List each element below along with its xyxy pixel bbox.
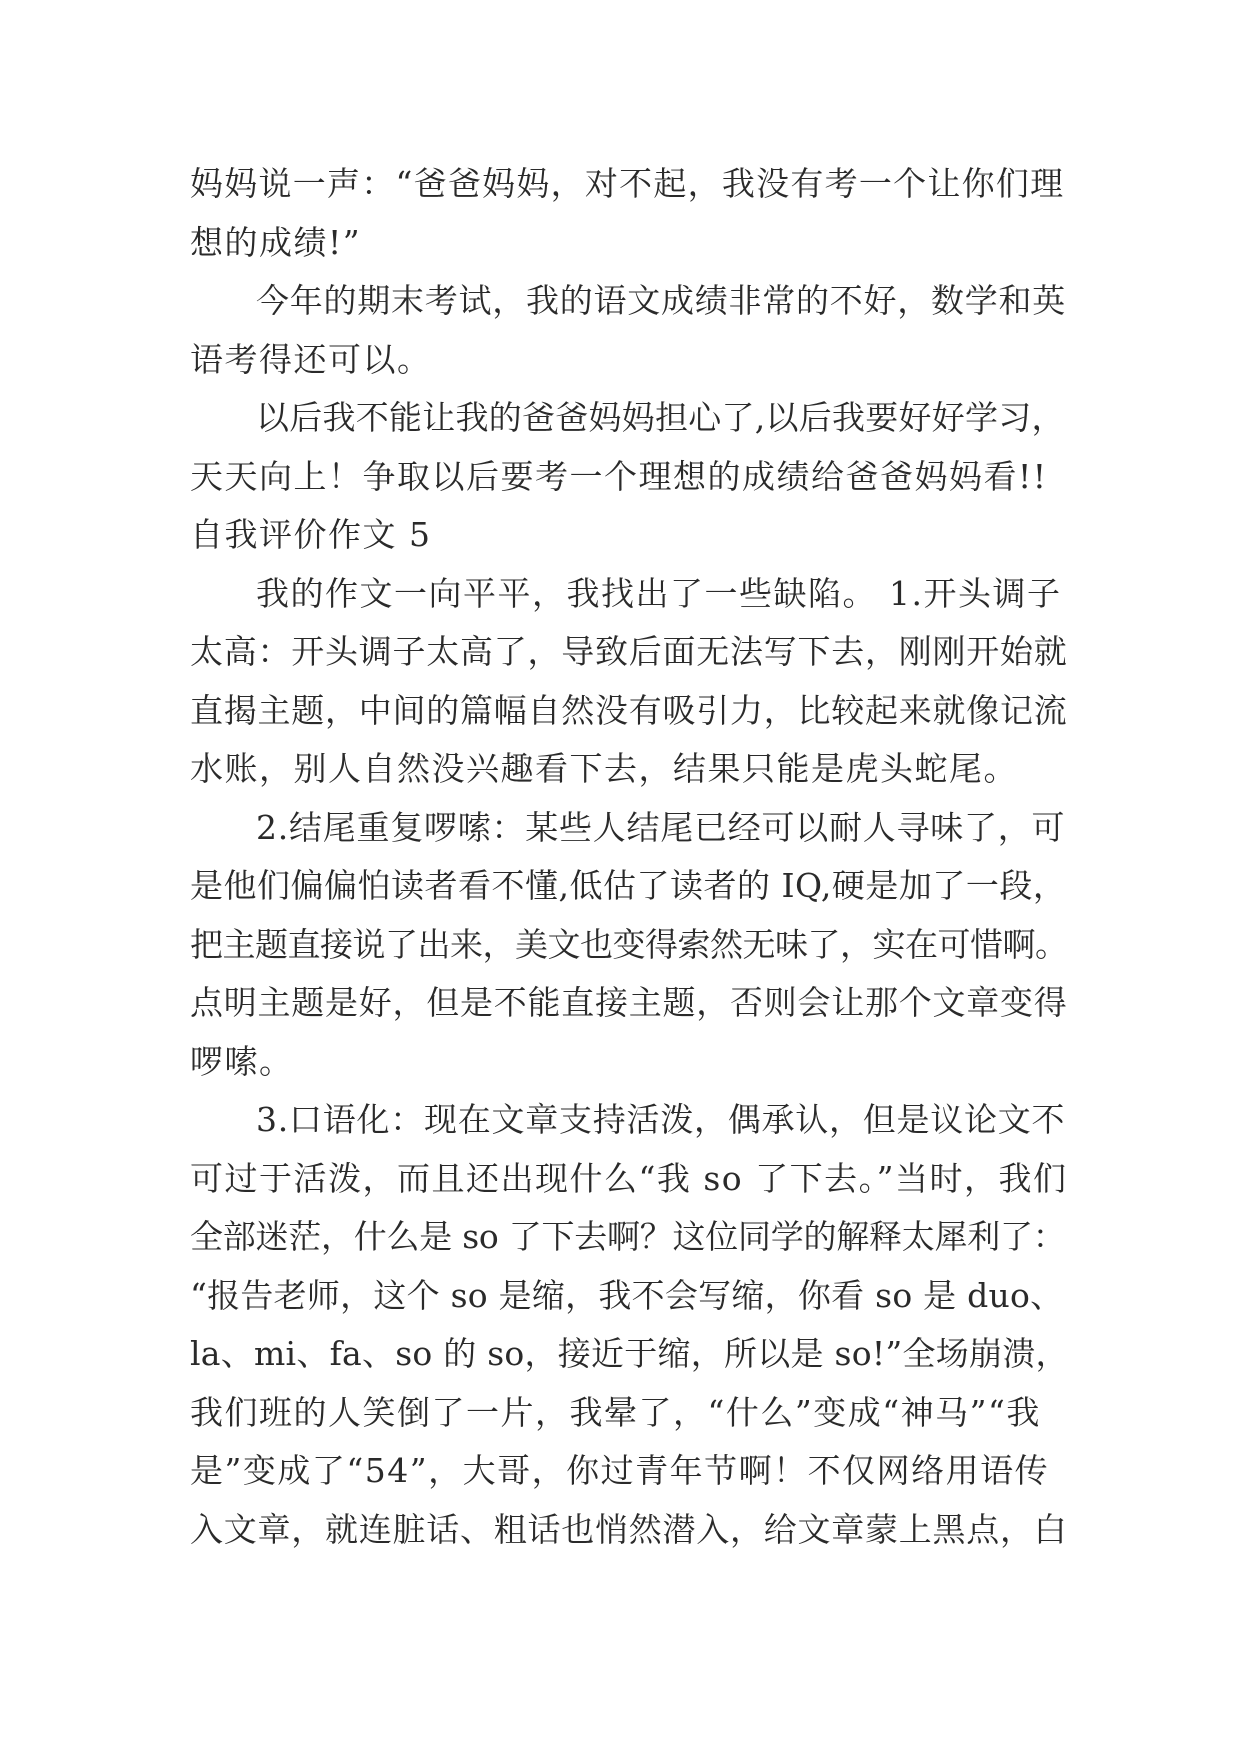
text-line: “报告老师，这个 so 是缩，我不会写缩，你看 so 是 duo、 [190,1275,1064,1315]
text-line: 全部迷茫，什么是 so 了下去啊？这位同学的解释太犀利了： [190,1217,1066,1256]
text-line: 3.口语化：现在文章支持活泼，偶承认，但是议论文不 [256,1100,1066,1139]
text-line: 可过于活泼，而且还出现什么“我 so 了下去。”当时，我们 [190,1158,1068,1198]
document-body [190,155,1069,1559]
text-line: 太高：开头调子太高了，导致后面无法写下去，刚刚开始就 [190,632,1068,671]
text-line: 我们班的人笑倒了一片，我晕了，“什么”变成“神马”“我 [190,1392,1041,1432]
text-line: 入文章，就连脏话、粗话也悄然潜入，给文章蒙上黑点，白 [190,1509,1068,1549]
text-line: la、mi、fa、so 的 so，接近于缩，所以是 so!”全场崩溃， [190,1334,1069,1373]
text-line: 是他们偏偏怕读者看不懂,低估了读者的 IQ,硬是加了一段， [190,866,1067,905]
text-line: 自我评价作文 5 [190,515,432,554]
text-line: 2.结尾重复啰嗦：某些人结尾已经可以耐人寻味了，可 [256,807,1066,847]
text-line: 我的作文一向平平，我找出了一些缺陷。 1.开头调子 [256,573,1062,613]
text-line: 把主题直接说了出来，美文也变得索然无味了，实在可惜啊。 [190,924,1068,964]
text-line: 以后我不能让我的爸爸妈妈担心了,以后我要好好学习， [256,398,1065,437]
text-line: 语考得还可以。 [190,339,432,379]
text-line: 直揭主题，中间的篇幅自然没有吸引力，比较起来就像记流 [190,690,1068,730]
text-line: 今年的期末考试，我的语文成绩非常的不好，数学和英 [256,281,1066,320]
text-line: 妈妈说一声：“爸爸妈妈，对不起，我没有考一个让你们理 [190,164,1065,203]
text-line: 啰嗦。 [190,1041,294,1081]
text-line: 水账，别人自然没兴趣看下去，结果只能是虎头蛇尾。 [190,749,1018,788]
text-line: 天天向上！争取以后要考一个理想的成绩给爸爸妈妈看!! [190,456,1048,496]
text-line: 想的成绩!” [190,222,362,262]
text-line: 点明主题是好，但是不能直接主题，否则会让那个文章变得 [190,983,1068,1022]
text-line: 是”变成了“54”，大哥，你过青年节啊！不仅网络用语传 [190,1451,1050,1490]
